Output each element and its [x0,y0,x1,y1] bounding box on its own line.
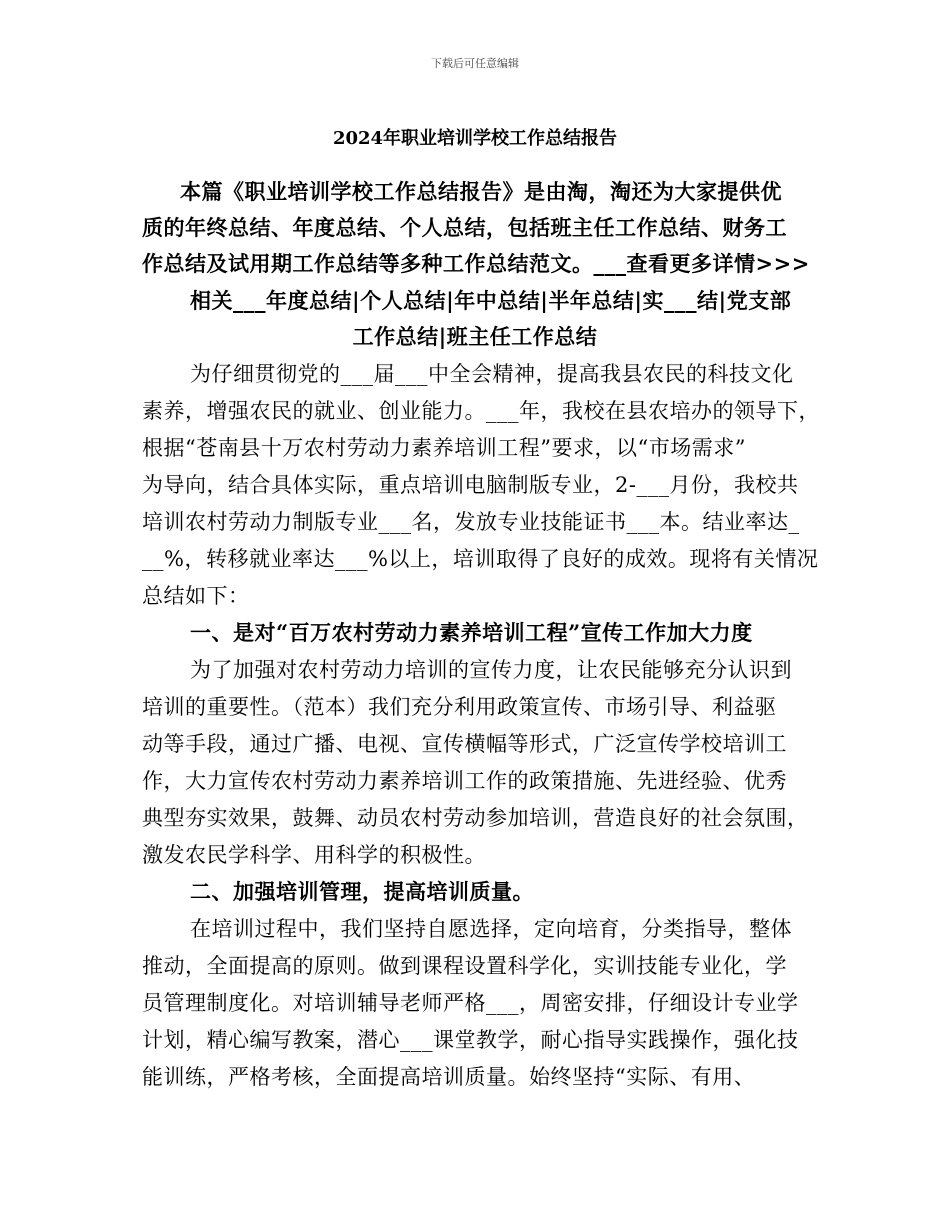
paragraph-line: 素养，增强农民的就业、创业能力。___年，我校在县农培办的领导下， [142,399,820,423]
related-links-line[interactable]: 工作总结|班主任工作总结 [352,324,598,349]
section-heading: 一、是对“百万农村劳动力素养培训工程”宣传工作加大力度 [190,620,753,645]
intro-line: 本篇《职业培训学校工作总结报告》是由淘，淘还为大家提供优 [180,179,782,204]
section-heading: 二、加强培训管理，提高培训质量。 [190,879,534,904]
paragraph-line: 总结如下： [142,584,250,608]
paragraph-line: __%，转移就业率达___%以上，培训取得了良好的成效。现将有关情况 [142,547,819,571]
paragraph-line: 培训的重要性。（范本）我们充分利用政策宣传、市场引导、利益驱 [142,695,777,719]
intro-line: 质的年终总结、年度总结、个人总结，包括班主任工作总结、财务工 [142,215,787,240]
paragraph-line: 能训练，严格考核，全面提高培训质量。始终坚持“实际、有用、 [142,1065,756,1089]
intro-line: 作总结及试用期工作总结等多种工作总结范文。___查看更多详情>>> [142,251,810,276]
paragraph-line: 培训农村劳动力制版专业___名，发放专业技能证书___本。结业率达_ [142,510,800,534]
paragraph-line: 推动，全面提高的原则。做到课程设置科学化，实训技能专业化，学 [142,954,787,978]
paragraph-line: 为仔细贯彻党的___届___中全会精神，提高我县农民的科技文化 [190,362,794,386]
paragraph-line: 员管理制度化。对培训辅导老师严格___，周密安排，仔细设计专业学 [142,991,799,1015]
related-links-line[interactable]: 相关___年度总结|个人总结|年中总结|半年总结|实___结|党支部 [190,288,792,313]
paragraph-line: 典型夯实效果，鼓舞、动员农村劳动参加培训，营造良好的社会氛围， [142,806,809,830]
paragraph-line: 为了加强对农村劳动力培训的宣传力度，让农民能够充分认识到 [190,658,792,682]
paragraph-line: 动等手段，通过广播、电视、宣传横幅等形式，广泛宣传学校培训工 [142,732,787,756]
document-title: 2024年职业培训学校工作总结报告 [332,128,618,149]
paragraph-line: 激发农民学科学、用科学的积极性。 [142,843,486,867]
paragraph-line: 在培训过程中，我们坚持自愿选择，定向培育，分类指导，整体 [190,917,792,941]
paragraph-line: 根据“苍南县十万农村劳动力素养培训工程”要求，以“市场需求” [142,436,746,460]
paragraph-line: 计划，精心编写教案，潜心___课堂教学，耐心指导实践操作，强化技 [142,1028,799,1052]
paragraph-line: 作，大力宣传农村劳动力素养培训工作的政策措施、先进经验、优秀 [142,769,787,793]
paragraph-line: 为导向，结合具体实际，重点培训电脑制版专业，2-___月份，我校共 [142,473,799,497]
page-header-note: 下载后可任意编辑 [431,57,519,70]
